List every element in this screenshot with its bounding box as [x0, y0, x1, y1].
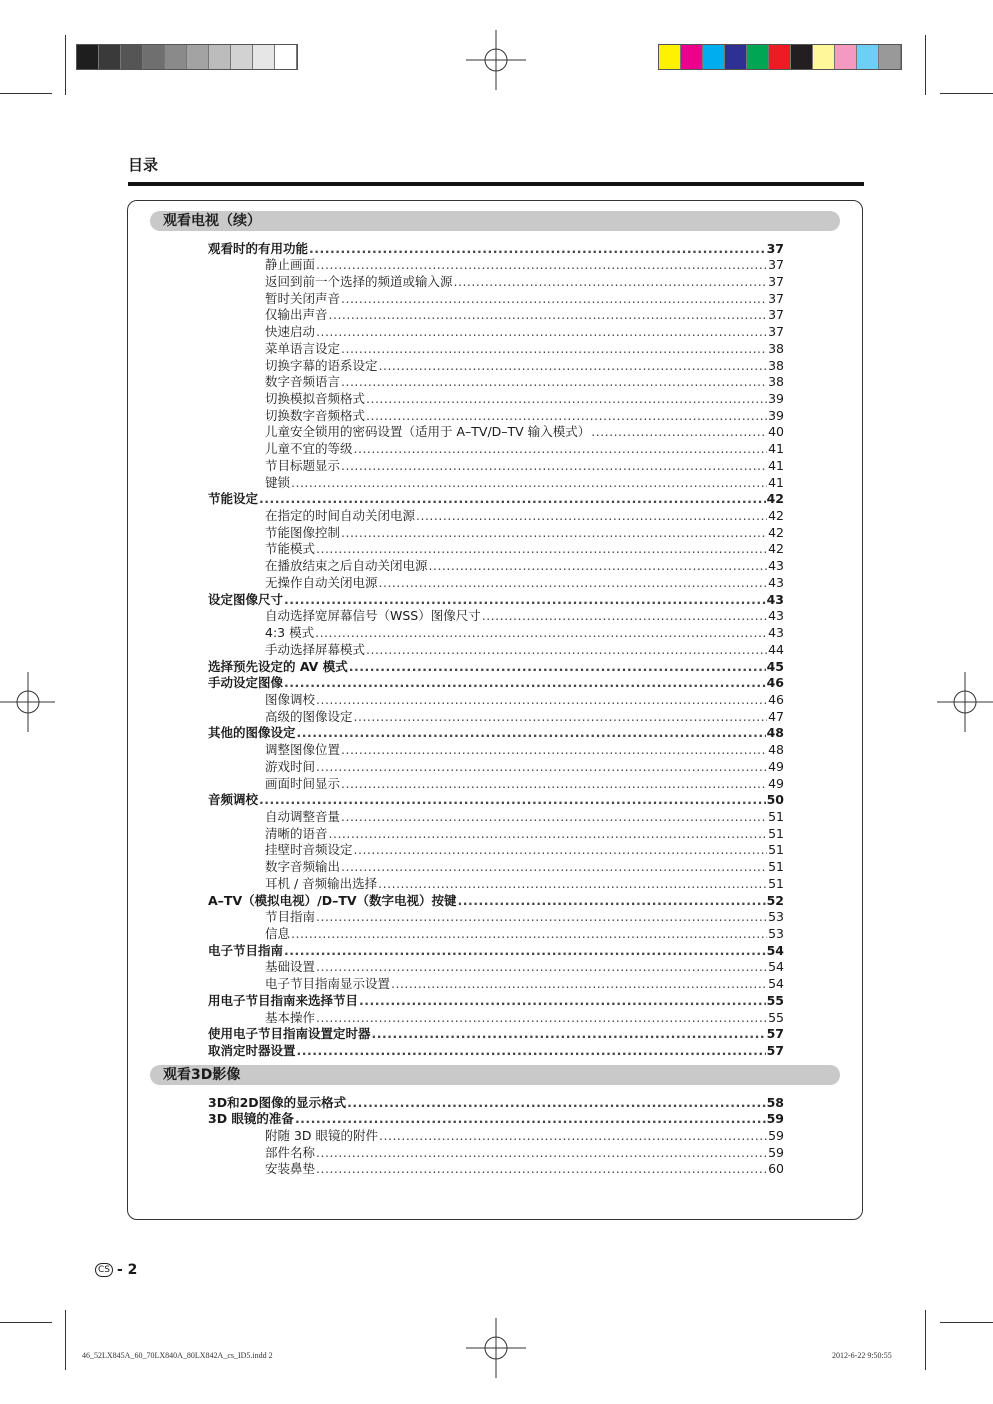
toc-page-number: 39	[768, 407, 784, 423]
toc-entry-title: 自动选择宽屏幕信号（WSS）图像尺寸	[265, 608, 481, 624]
dot-leader	[316, 324, 767, 340]
color-swatch	[253, 45, 275, 69]
toc-page-number: 41	[768, 457, 784, 473]
toc-page-number: 53	[768, 909, 784, 925]
dot-leader	[366, 408, 767, 424]
color-swatch	[99, 45, 121, 69]
toc-sub-entry	[265, 257, 784, 273]
toc-page-number: 51	[768, 875, 784, 891]
toc-sub-entry	[265, 859, 784, 875]
dot-leader	[378, 876, 767, 892]
toc-entry-title: 数字音频输出	[265, 859, 341, 875]
toc-page-number: 39	[768, 390, 784, 406]
dot-leader	[429, 558, 768, 574]
toc-sub-entry	[265, 1145, 784, 1161]
toc-page-number: 60	[768, 1161, 784, 1177]
grayscale-calibration-bar	[76, 44, 298, 70]
toc-entry-title: 暂时关闭声音	[265, 290, 341, 306]
toc-sub-entry	[265, 826, 784, 842]
dot-leader	[347, 1095, 765, 1111]
dot-leader	[316, 1145, 767, 1161]
toc-entry-title: 节目指南	[265, 909, 316, 925]
toc-sub-entry	[265, 441, 784, 457]
dot-leader	[354, 709, 768, 725]
toc-entry-title: 画面时间显示	[265, 775, 341, 791]
toc-page-number: 37	[768, 307, 784, 323]
toc-page-number: 53	[768, 926, 784, 942]
dot-leader	[316, 1010, 767, 1026]
dot-leader	[458, 893, 766, 909]
toc-sub-entry	[265, 709, 784, 725]
toc-page-number: 38	[768, 357, 784, 373]
dot-leader	[316, 692, 767, 708]
toc-entry-title: 用电子节目指南来选择节目	[208, 992, 359, 1008]
crop-mark	[0, 1322, 52, 1323]
toc-entry-title: 图像调校	[265, 691, 316, 707]
toc-sub-entry	[265, 642, 784, 658]
crop-mark	[0, 93, 52, 94]
toc-page-number: 54	[766, 942, 784, 958]
toc-entry-title: 取消定时器设置	[208, 1043, 296, 1059]
toc-entry-title: 切换模拟音频格式	[265, 390, 366, 406]
toc-entry-title: 数字音频语言	[265, 374, 341, 390]
toc-page-number: 45	[766, 658, 784, 674]
dot-leader	[341, 458, 767, 474]
print-slug-date: 2012-6-22 9:50:55	[832, 1351, 892, 1360]
color-swatch	[703, 45, 725, 69]
dot-leader	[329, 826, 768, 842]
dot-leader	[341, 341, 767, 357]
toc-page-number: 38	[768, 374, 784, 390]
toc-page-number: 50	[766, 792, 784, 808]
toc-page-number: 37	[768, 273, 784, 289]
toc-entry-title: 游戏时间	[265, 758, 316, 774]
toc-main-entry	[208, 792, 784, 808]
toc-entry-title: 耳机 / 音频输出选择	[265, 875, 378, 891]
color-swatch	[857, 45, 879, 69]
toc-sub-entry	[265, 424, 784, 440]
dot-leader	[349, 659, 766, 675]
toc-sub-entry	[265, 926, 784, 942]
dot-leader	[297, 1043, 766, 1059]
dot-leader	[297, 725, 766, 741]
toc-sub-entry	[265, 374, 784, 390]
color-swatch	[835, 45, 857, 69]
toc-entry-title: 选择预先设定的 AV 模式	[208, 658, 348, 674]
crop-mark	[65, 35, 66, 95]
toc-entry-title: 手动选择屏幕模式	[265, 641, 366, 657]
dot-leader	[341, 859, 767, 875]
toc-page-number: 51	[768, 825, 784, 841]
toc-sub-entry	[265, 525, 784, 541]
toc-page-number: 42	[768, 524, 784, 540]
toc-entry-title: 3D和2D图像的显示格式	[208, 1094, 347, 1110]
toc-entry-title: 音频调校	[208, 792, 259, 808]
toc-entry-title: 手动设定图像	[208, 675, 284, 691]
dot-leader	[341, 776, 767, 792]
toc-entry-title: 4:3 模式	[265, 625, 315, 641]
toc-sub-entry	[265, 391, 784, 407]
toc-sub-entry	[265, 976, 784, 992]
toc-entry-title: 切换字幕的语系设定	[265, 357, 378, 373]
toc-entry-title: 儿童不宜的等级	[265, 441, 353, 457]
dot-leader	[341, 525, 767, 541]
dot-leader	[316, 1161, 767, 1177]
toc-entry-title: 基础设置	[265, 959, 316, 975]
toc-sub-entry	[265, 274, 784, 290]
dot-leader	[354, 842, 768, 858]
color-swatch	[681, 45, 703, 69]
toc-sub-entry	[265, 776, 784, 792]
color-swatch	[187, 45, 209, 69]
registration-mark-icon	[466, 1318, 526, 1378]
toc-entry-title: A–TV（模拟电视）/D–TV（数字电视）按键	[208, 892, 457, 908]
toc-entry-title: 基本操作	[265, 1009, 316, 1025]
color-swatch	[165, 45, 187, 69]
toc-page-number: 51	[768, 842, 784, 858]
dot-leader	[379, 575, 768, 591]
dot-leader	[454, 274, 768, 290]
toc-page-number: 37	[768, 257, 784, 273]
color-swatch	[121, 45, 143, 69]
toc-entry-title: 附随 3D 眼镜的附件	[265, 1127, 379, 1143]
toc-page-number: 37	[766, 240, 784, 256]
toc-page-number: 49	[768, 758, 784, 774]
dot-leader	[341, 374, 767, 390]
toc-page-number: 41	[768, 441, 784, 457]
toc-sub-entry	[265, 759, 784, 775]
dot-leader	[416, 508, 767, 524]
dot-leader	[354, 441, 768, 457]
toc-entry-title: 清晰的语音	[265, 825, 328, 841]
crop-mark	[925, 1310, 926, 1370]
toc-page-number: 58	[766, 1094, 784, 1110]
toc-entry-title: 儿童安全锁用的密码设置（适用于 A–TV/D–TV 输入模式）	[265, 424, 591, 440]
crop-mark	[925, 35, 926, 95]
toc-main-entry	[208, 993, 784, 1009]
toc-main-entry	[208, 1043, 784, 1059]
color-swatch	[231, 45, 253, 69]
toc-page-number: 42	[768, 541, 784, 557]
toc-entry-title: 静止画面	[265, 257, 316, 273]
toc-page-number: 59	[768, 1144, 784, 1160]
color-swatch	[659, 45, 681, 69]
page-title: 目录	[128, 156, 159, 174]
dot-leader	[316, 909, 767, 925]
toc-entry-title: 快速启动	[265, 324, 316, 340]
registration-mark-icon	[466, 30, 526, 90]
toc-page-number: 52	[766, 892, 784, 908]
toc-entry-title: 无操作自动关闭电源	[265, 574, 378, 590]
dot-leader	[316, 759, 767, 775]
toc-main-entry	[208, 943, 784, 959]
dot-leader	[391, 976, 767, 992]
print-slug-file: 46_52LX845A_60_70LX840A_80LX842A_cs_ID5.indd 2	[82, 1351, 273, 1360]
toc-entry-title: 自动调整音量	[265, 808, 341, 824]
toc-page-number: 43	[766, 591, 784, 607]
toc-main-entry	[208, 1111, 784, 1127]
dot-leader	[295, 1111, 766, 1127]
toc-main-entry	[208, 893, 784, 909]
toc-sub-entry	[265, 1128, 784, 1144]
dot-leader	[316, 541, 767, 557]
toc-page-number: 42	[766, 491, 784, 507]
toc-sub-entry	[265, 341, 784, 357]
section-header: 观看电视（续）	[150, 211, 840, 231]
toc-entry-title: 节能图像控制	[265, 524, 341, 540]
color-swatch	[769, 45, 791, 69]
dot-leader	[291, 475, 767, 491]
dot-leader	[341, 809, 767, 825]
crop-mark	[940, 93, 993, 94]
dot-leader	[366, 642, 767, 658]
color-calibration-bar	[658, 44, 902, 70]
toc-entry-title: 仅输出声音	[265, 307, 328, 323]
toc-page-number: 44	[768, 641, 784, 657]
toc-page-number: 48	[766, 725, 784, 741]
toc-entry-title: 节目标题显示	[265, 457, 341, 473]
toc-page-number: 51	[768, 808, 784, 824]
toc-page-number: 57	[766, 1026, 784, 1042]
dot-leader	[284, 592, 766, 608]
toc-entry-title: 节能模式	[265, 541, 316, 557]
toc-entry-title: 高级的图像设定	[265, 708, 353, 724]
toc-sub-entry	[265, 625, 784, 641]
dot-leader	[316, 257, 767, 273]
toc-page-number: 47	[768, 708, 784, 724]
toc-sub-entry	[265, 307, 784, 323]
toc-main-entry	[208, 1095, 784, 1111]
toc-page-number: 51	[768, 859, 784, 875]
toc-page-number: 41	[768, 474, 784, 490]
dot-leader	[309, 241, 766, 257]
toc-entry-title: 部件名称	[265, 1144, 316, 1160]
color-swatch	[725, 45, 747, 69]
toc-entry-title: 调整图像位置	[265, 742, 341, 758]
dot-leader	[329, 307, 768, 323]
dot-leader	[259, 792, 766, 808]
registration-mark-icon	[935, 672, 993, 732]
dot-leader	[591, 424, 767, 440]
toc-page-number: 59	[766, 1111, 784, 1127]
toc-page-number: 46	[768, 691, 784, 707]
toc-page-number: 37	[768, 290, 784, 306]
toc-page-number: 42	[768, 508, 784, 524]
toc-sub-entry	[265, 475, 784, 491]
toc-entry-title: 在播放结束之后自动关闭电源	[265, 558, 428, 574]
toc-sub-entry	[265, 458, 784, 474]
dot-leader	[482, 608, 767, 624]
toc-entry-title: 电子节目指南	[208, 942, 284, 958]
toc-entry-title: 在指定的时间自动关闭电源	[265, 508, 416, 524]
toc-page-number: 43	[768, 625, 784, 641]
dot-leader	[359, 993, 766, 1009]
color-swatch	[209, 45, 231, 69]
toc-page-number: 57	[766, 1043, 784, 1059]
color-swatch	[275, 45, 297, 69]
color-swatch	[813, 45, 835, 69]
dot-leader	[284, 943, 766, 959]
toc-main-entry	[208, 659, 784, 675]
toc-entry-title: 键锁	[265, 474, 291, 490]
dot-leader	[259, 491, 766, 507]
toc-sub-entry	[265, 876, 784, 892]
toc-page-number: 38	[768, 340, 784, 356]
dot-leader	[291, 926, 767, 942]
toc-entry-title: 其他的图像设定	[208, 725, 296, 741]
dot-leader	[379, 1128, 767, 1144]
dot-leader	[379, 358, 768, 374]
dot-leader	[315, 625, 767, 641]
toc-entry-title: 观看时的有用功能	[208, 240, 309, 256]
toc-page-number: 43	[768, 608, 784, 624]
toc-sub-entry	[265, 508, 784, 524]
toc-sub-entry	[265, 575, 784, 591]
toc-page-number: 54	[768, 959, 784, 975]
toc-sub-entry	[265, 692, 784, 708]
toc-sub-entry	[265, 909, 784, 925]
dot-leader	[341, 742, 767, 758]
toc-sub-entry	[265, 541, 784, 557]
dot-leader	[284, 675, 766, 691]
color-swatch	[143, 45, 165, 69]
toc-sub-entry	[265, 408, 784, 424]
color-swatch	[879, 45, 901, 69]
dot-leader	[372, 1026, 766, 1042]
crop-mark	[65, 1310, 66, 1370]
toc-entry-title: 安装鼻垫	[265, 1161, 316, 1177]
language-badge-icon: CS	[95, 1263, 113, 1277]
toc-sub-entry	[265, 1010, 784, 1026]
toc-page-number: 43	[768, 558, 784, 574]
toc-page-number: 48	[768, 742, 784, 758]
toc-page-number: 46	[766, 675, 784, 691]
dot-leader	[316, 959, 767, 975]
toc-sub-entry	[265, 608, 784, 624]
toc-page-number: 43	[768, 574, 784, 590]
toc-entry-title: 菜单语言设定	[265, 340, 341, 356]
toc-page-number: 40	[768, 424, 784, 440]
toc-sub-entry	[265, 809, 784, 825]
toc-entry-title: 3D 眼镜的准备	[208, 1111, 294, 1127]
toc-sub-entry	[265, 959, 784, 975]
toc-entry-title: 设定图像尺寸	[208, 591, 284, 607]
toc-entry-title: 切换数字音频格式	[265, 407, 366, 423]
toc-main-entry	[208, 241, 784, 257]
toc-main-entry	[208, 1026, 784, 1042]
toc-sub-entry	[265, 291, 784, 307]
toc-entry-title: 挂壁时音频设定	[265, 842, 353, 858]
toc-main-entry	[208, 491, 784, 507]
crop-mark	[940, 1322, 993, 1323]
toc-sub-entry	[265, 842, 784, 858]
toc-entry-title: 信息	[265, 926, 291, 942]
toc-main-entry	[208, 725, 784, 741]
toc-sub-entry	[265, 358, 784, 374]
toc-main-entry	[208, 592, 784, 608]
title-rule	[128, 182, 864, 186]
registration-mark-icon	[0, 672, 60, 732]
toc-page-number: 55	[768, 1009, 784, 1025]
toc-entry-title: 电子节目指南显示设置	[265, 976, 391, 992]
toc-sub-entry	[265, 558, 784, 574]
toc-page-number: 59	[768, 1127, 784, 1143]
dot-leader	[341, 291, 767, 307]
color-swatch	[747, 45, 769, 69]
dot-leader	[366, 391, 767, 407]
toc-page-number: 55	[766, 992, 784, 1008]
page-number-text: - 2	[117, 1262, 138, 1278]
toc-entry-title: 使用电子节目指南设置定时器	[208, 1026, 371, 1042]
toc-sub-entry	[265, 1161, 784, 1177]
color-swatch	[791, 45, 813, 69]
page-number	[95, 1262, 137, 1278]
toc-main-entry	[208, 675, 784, 691]
toc-sub-entry	[265, 742, 784, 758]
toc-entry-title: 节能设定	[208, 491, 259, 507]
toc-page-number: 37	[768, 324, 784, 340]
color-swatch	[77, 45, 99, 69]
section-header: 观看3D影像	[150, 1065, 840, 1085]
toc-entry-title: 返回到前一个选择的频道或输入源	[265, 273, 453, 289]
toc-page-number: 54	[768, 976, 784, 992]
toc-page-number: 49	[768, 775, 784, 791]
toc-sub-entry	[265, 324, 784, 340]
